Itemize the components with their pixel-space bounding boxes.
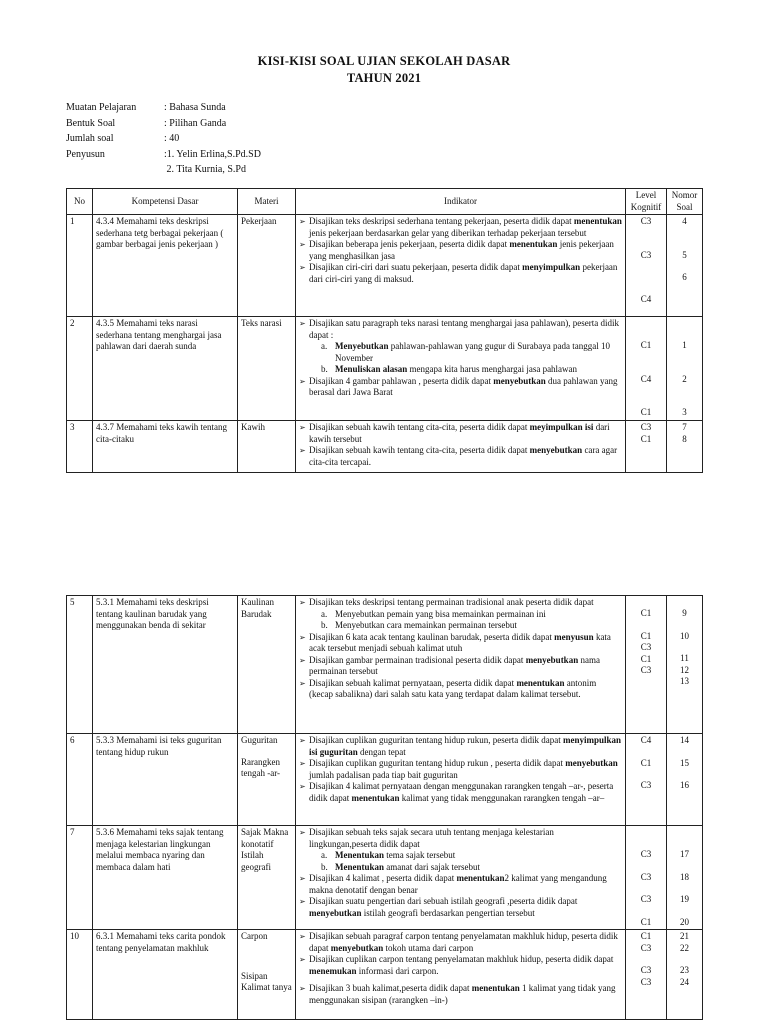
table-row bbox=[67, 826, 703, 930]
arrow-bullet-icon: ➢ bbox=[299, 217, 306, 226]
header-materi: Materi bbox=[238, 189, 296, 215]
arrow-bullet-icon: ➢ bbox=[299, 932, 306, 941]
arrow-bullet-icon: ➢ bbox=[299, 955, 306, 964]
row-no: 10 bbox=[67, 930, 93, 1020]
meta-row: Penyusun :1. Yelin Erlina,S.Pd.SD bbox=[66, 148, 261, 160]
arrow-bullet-icon: ➢ bbox=[299, 984, 306, 993]
arrow-bullet-icon: ➢ bbox=[299, 874, 306, 883]
row-materi: Guguritan Rarangken tengah -ar- bbox=[238, 734, 296, 826]
row-no: 1 bbox=[67, 215, 93, 317]
header-kd: Kompetensi Dasar bbox=[93, 189, 238, 215]
table-row bbox=[67, 317, 703, 421]
table-header-row bbox=[67, 189, 703, 215]
row-level: C1 C4 C1 bbox=[626, 317, 667, 421]
arrow-bullet-icon: ➢ bbox=[299, 678, 306, 688]
arrow-bullet-icon: ➢ bbox=[299, 376, 306, 386]
row-level: C1 C3 C3 C3 bbox=[626, 930, 667, 1020]
row-nomor: 1 2 3 bbox=[667, 317, 703, 421]
row-indikator: ➢ Disajikan teks deskripsi tentang permainan tradisional anak peserta didik dapat a. Menyebutkan pemain yang bisa memainkan permainan ini b. Menyebutkan cara memainkan permainan tersebut ➢ Disajikan 6 kata acak tentang kaulinan barudak, peserta didik dapat menyusun kata acak tersebut menjadi sebuah kalimat utuh ➢ Disajikan gambar permainan tradisional peserta didik dapat menyebutkan nama permainan tersebut ➢ Disajikan sebuah kalimat pernyataan, peserta didik dapat menentukan antonim (kecap sabalikna) dari salah satu kata yang terdapat dalam kalimat tersebut. bbox=[296, 596, 626, 734]
document-title: KISI-KISI SOAL UJIAN SEKOLAH DASAR bbox=[257, 54, 511, 68]
row-indikator: ➢ Disajikan teks deskripsi sederhana tentang pekerjaan, peserta didik dapat menentukan jenis pekerjaan berdasarkan gelar yang diberikan terhadap pekerjaan tersebut ➢ Disajikan beberapa jenis pekerjaan, peserta didik dapat menentukan jenis pekerjaan yang menghasilkan jasa ➢ Disajikan ciri-ciri dari suatu pekerjaan, peserta didik dapat menyimpulkan pekerjaan dari ciri-ciri yang di maksud. bbox=[296, 215, 626, 317]
row-kd: 5.3.3 Memahami isi teks guguritan tentang hidup rukun bbox=[93, 734, 238, 826]
row-indikator: ➢ Disajikan cuplikan guguritan tentang hidup rukun, peserta didik dapat menyimpulkan isi guguritan dengan tepat ➢ Disajikan cuplikan guguritan tentang hidup rukun , peserta didik dapat menyebutkan jumlah padalisan pada tiap bait guguritan ➢ Disajikan 4 kalimat pernyataan dengan menggunakan rarangken tengah –ar-, peserta didik dapat menentukan kalimat yang tidak menggunakan rarangken tengah –ar– bbox=[296, 734, 626, 826]
arrow-bullet-icon: ➢ bbox=[299, 263, 306, 272]
arrow-bullet-icon: ➢ bbox=[299, 632, 306, 642]
row-nomor: 4 5 6 bbox=[667, 215, 703, 317]
row-materi: Pekerjaan bbox=[238, 215, 296, 317]
table-row bbox=[67, 734, 703, 826]
row-kd: 4.3.5 Memahami teks narasi sederhana tentang menghargai jasa pahlawan dari daerah sunda bbox=[93, 317, 238, 421]
row-materi: Carpon Sisipan Kalimat tanya bbox=[238, 930, 296, 1020]
arrow-bullet-icon: ➢ bbox=[299, 240, 306, 249]
header-level: Level Kognitif bbox=[626, 189, 667, 215]
table-row bbox=[67, 421, 703, 473]
header-no: No bbox=[67, 189, 93, 215]
arrow-bullet-icon: ➢ bbox=[299, 446, 306, 455]
arrow-bullet-icon: ➢ bbox=[299, 897, 306, 906]
row-nomor: 21 22 23 24 bbox=[667, 930, 703, 1020]
row-nomor: 14 15 16 bbox=[667, 734, 703, 826]
arrow-bullet-icon: ➢ bbox=[299, 319, 306, 328]
row-no: 7 bbox=[67, 826, 93, 930]
meta-row: 2. Tita Kurnia, S.Pd bbox=[164, 164, 246, 175]
arrow-bullet-icon: ➢ bbox=[299, 423, 306, 432]
arrow-bullet-icon: ➢ bbox=[299, 736, 306, 745]
row-kd: 5.3.6 Memahami teks sajak tentang menjaga kelestarian lingkungan melalui membaca nyaring dan membaca dalam hati bbox=[93, 826, 238, 930]
row-level: C1 C1 C3 C1 C3 bbox=[626, 596, 667, 734]
row-kd: 5.3.1 Memahami teks deskripsi tentang kaulinan barudak yang menggunakan benda di sekitar bbox=[93, 596, 238, 734]
row-level: C4 C1 C3 bbox=[626, 734, 667, 826]
row-indikator: ➢ Disajikan sebuah paragraf carpon tentang penyelamatan makhluk hidup, peserta didik dapat menyebutkan tokoh utama dari carpon ➢ Disajikan cuplikan carpon tentang penyelamatan makhluk hidup, peserta didik dapat menemukan informasi dari carpon. ➢ Disajikan 3 buah kalimat,peserta didik dapat menentukan 1 kalimat yang tidak yang menggunakan sisipan (rarangken –in-) bbox=[296, 930, 626, 1020]
arrow-bullet-icon: ➢ bbox=[299, 759, 306, 768]
row-kd: 4.3.4 Memahami teks deskripsi sederhana tetg berbagai pekerjaan ( gambar berbagai jenis pekerjaan ) bbox=[93, 215, 238, 317]
row-kd: 4.3.7 Memahami teks kawih tentang cita-citaku bbox=[93, 421, 238, 473]
meta-row: Jumlah soal : 40 bbox=[66, 133, 180, 144]
row-no: 3 bbox=[67, 421, 93, 473]
kisi-table-part-2 bbox=[66, 595, 703, 1020]
row-indikator: ➢ Disajikan satu paragraph teks narasi tentang menghargai jasa pahlawan), peserta didik dapat : a. Menyebutkan pahlawan-pahlawan yang gugur di Surabaya pada tanggal 10 November b. Menuliskan alasan mengapa kita harus menghargai jasa pahlawan ➢ Disajikan 4 gambar pahlawan , peserta didik dapat menyebutkan dua pahlawan yang berasal dari Jawa Barat bbox=[296, 317, 626, 421]
row-kd: 6.3.1 Memahami teks carita pondok tentang penyelamatan makhluk bbox=[93, 930, 238, 1020]
row-level: C3 C1 bbox=[626, 421, 667, 473]
table-row bbox=[67, 215, 703, 317]
arrow-bullet-icon: ➢ bbox=[299, 782, 306, 791]
kisi-table-part-1 bbox=[66, 188, 703, 473]
row-level: C3 C3 C4 bbox=[626, 215, 667, 317]
row-nomor: 17 18 19 20 bbox=[667, 826, 703, 930]
row-indikator: ➢ Disajikan sebuah teks sajak secara utuh tentang menjaga kelestarian lingkungan,peserta didik dapat a. Menentukan tema sajak tersebut b. Menentukan amanat dari sajak tersebut ➢ Disajikan 4 kalimat , peserta didik dapat menentukan2 kalimat yang mengandung makna denotatif dengan benar ➢ Disajikan suatu pengertian dari sebuah istilah geografi ,peserta didik dapat menyebutkan istilah geografi berdasarkan pengertian tersebut bbox=[296, 826, 626, 930]
row-nomor: 7 8 bbox=[667, 421, 703, 473]
arrow-bullet-icon: ➢ bbox=[299, 655, 306, 665]
row-nomor: 9 10 11 12 13 bbox=[667, 596, 703, 734]
row-no: 5 bbox=[67, 596, 93, 734]
row-no: 2 bbox=[67, 317, 93, 421]
header-indikator: Indikator bbox=[296, 189, 626, 215]
document-meta bbox=[66, 100, 261, 178]
row-materi: Kaulinan Barudak bbox=[238, 596, 296, 734]
row-no: 6 bbox=[67, 734, 93, 826]
header-nomor: Nomor Soal bbox=[667, 189, 703, 215]
meta-row: Muatan Pelajaran : Bahasa Sunda bbox=[66, 102, 226, 113]
row-level: C3 C3 C3 C1 bbox=[626, 826, 667, 930]
row-materi: Teks narasi bbox=[238, 317, 296, 421]
document-year: TAHUN 2021 bbox=[346, 71, 422, 85]
meta-row: Bentuk Soal : Pilihan Ganda bbox=[66, 117, 227, 129]
table-row bbox=[67, 596, 703, 734]
table-row bbox=[67, 930, 703, 1020]
row-materi: Kawih bbox=[238, 421, 296, 473]
arrow-bullet-icon: ➢ bbox=[299, 828, 306, 837]
row-indikator: ➢ Disajikan sebuah kawih tentang cita-cita, peserta didik dapat meyimpulkan isi dari kawih tersebut ➢ Disajikan sebuah kawih tentang cita-cita, peserta didik dapat menyebutkan cara agar cita-cita tercapai. bbox=[296, 421, 626, 473]
arrow-bullet-icon: ➢ bbox=[299, 598, 306, 607]
row-materi: Sajak Makna konotatif Istilah geografi bbox=[238, 826, 296, 930]
